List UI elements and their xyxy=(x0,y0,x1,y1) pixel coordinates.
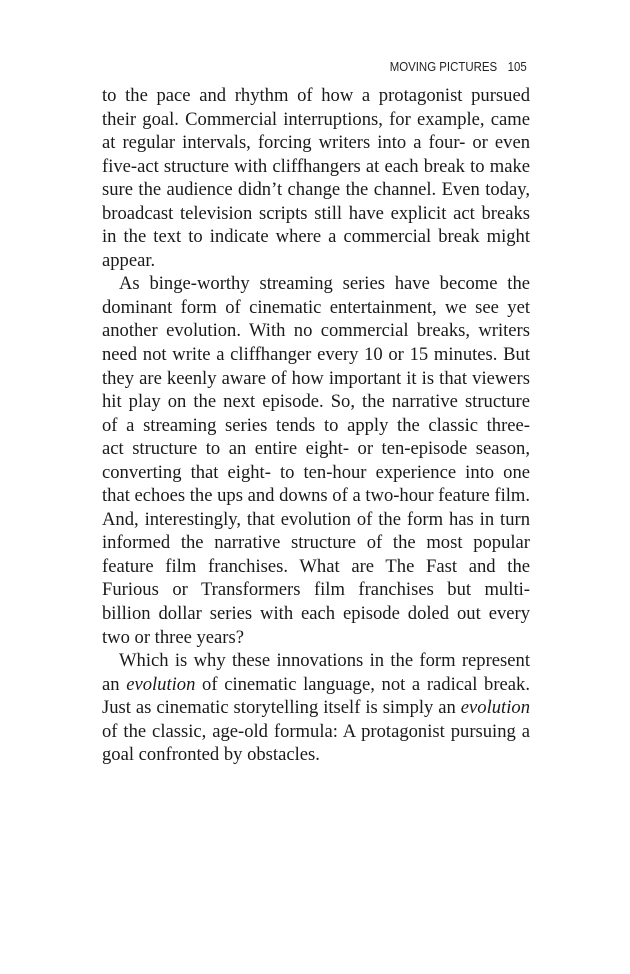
emphasis: evolution xyxy=(460,697,530,719)
text-line: need not write a cliffhanger every 10 or 15 minutes. But xyxy=(102,344,530,366)
text-line: that echoes the ups and downs of a two-hour feature film. xyxy=(102,485,531,507)
text-line: five-act structure with cliffhangers at each break to make xyxy=(102,155,530,177)
text-line: appear. xyxy=(102,249,156,271)
text-line: another evolution. With no commercial breaks, writers xyxy=(102,320,530,342)
text-line: they are keenly aware of how important it is that viewers xyxy=(102,367,530,389)
text-line: their goal. Commercial interruptions, for example, came xyxy=(102,108,530,130)
text-line: act structure to an entire eight- or ten-episode season, xyxy=(102,438,530,460)
text-line: of the classic, age-old formula: A protagonist pursuing a xyxy=(102,720,530,742)
text-line: informed the narrative structure of the most popular xyxy=(102,532,530,554)
text-line: As binge-worthy streaming series have become the xyxy=(119,273,530,295)
text-line: Furious or Transformers film franchises but multi- xyxy=(102,579,530,601)
body-text xyxy=(102,84,530,767)
text-run: of cinematic language, not a radical break. xyxy=(195,673,530,695)
text-line: broadcast television scripts still have explicit act breaks xyxy=(102,202,530,224)
paragraph-2 xyxy=(102,272,530,649)
text-line: sure the audience didn’t change the channel. Even today, xyxy=(102,179,530,201)
paragraph-1 xyxy=(102,84,530,272)
text-line: goal confronted by obstacles. xyxy=(102,744,320,766)
text-run: an xyxy=(102,673,127,695)
text-line: dominant form of cinematic entertainment, we see yet xyxy=(102,296,530,318)
running-head xyxy=(390,59,527,74)
text-line xyxy=(102,673,530,697)
text-line: converting that eight- to ten-hour experience into one xyxy=(102,461,530,483)
text-line: hit play on the next episode. So, the narrative structure xyxy=(102,391,530,413)
page-number: 105 xyxy=(507,59,527,74)
text-line: in the text to indicate where a commercial break might xyxy=(102,226,530,248)
text-line: two or three years? xyxy=(102,626,244,648)
paragraph-3 xyxy=(102,649,530,767)
running-head-title: MOVING PICTURES xyxy=(389,59,498,74)
text-line xyxy=(102,696,530,720)
text-line: And, interestingly, that evolution of the form has in turn xyxy=(102,508,530,530)
text-line: Which is why these innovations in the form represent xyxy=(119,650,530,672)
text-run: Just as cinematic storytelling itself is simply an xyxy=(102,697,461,719)
text-line: to the pace and rhythm of how a protagonist pursued xyxy=(102,85,530,106)
text-line: at regular intervals, forcing writers into a four- or even xyxy=(102,132,530,154)
text-line: billion dollar series with each episode doled out every xyxy=(102,603,530,625)
text-line: feature film franchises. What are The Fast and the xyxy=(102,555,530,577)
text-line: of a streaming series tends to apply the classic three- xyxy=(102,414,530,436)
emphasis: evolution xyxy=(126,673,196,695)
